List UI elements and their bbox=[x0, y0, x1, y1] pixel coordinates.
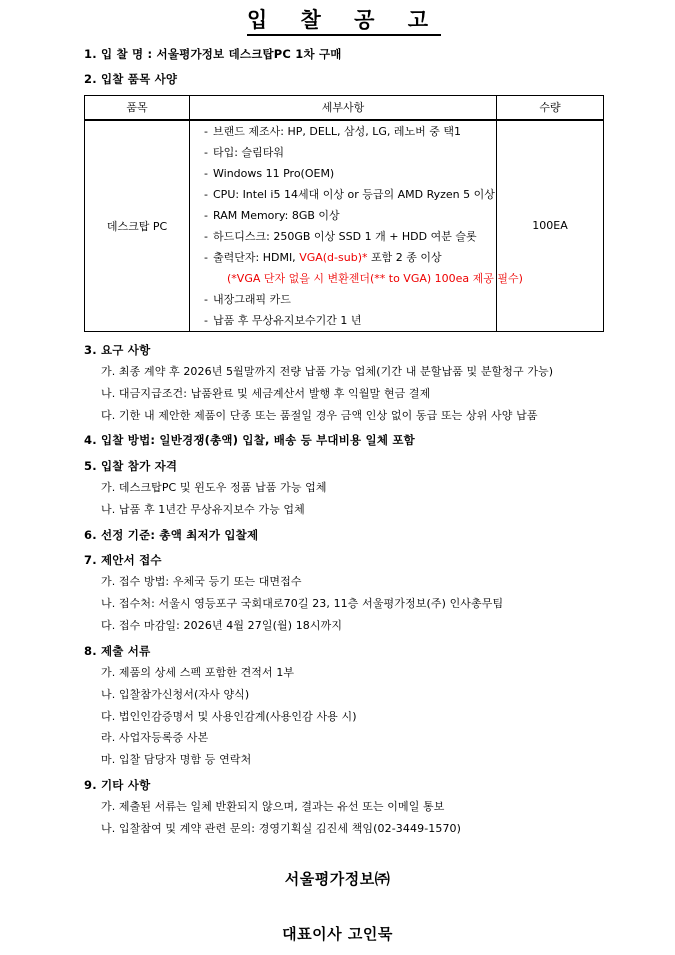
spec-table-body bbox=[85, 120, 604, 332]
spec-detail-text: RAM Memory: 8GB 이상 bbox=[213, 208, 340, 222]
spec-detail-item bbox=[204, 205, 496, 226]
spec-detail-item bbox=[204, 121, 496, 142]
section-8-item-1: 가. 제품의 상세 스펙 포함한 견적서 1부 bbox=[101, 666, 295, 679]
spec-table bbox=[84, 95, 604, 332]
bullet-dash-icon: - bbox=[204, 313, 208, 327]
company-name: 서울평가정보㈜ bbox=[284, 870, 391, 888]
section-5-heading: 5. 입찰 참가 자격 bbox=[84, 458, 178, 473]
spec-detail-text-after: 포함 2 종 이상 bbox=[367, 250, 442, 264]
page-title bbox=[0, 0, 675, 36]
cell-details bbox=[190, 120, 523, 332]
section-6-heading: 6. 선정 기준: 총액 최저가 입찰제 bbox=[84, 527, 259, 542]
document-body bbox=[0, 47, 675, 836]
bullet-dash-icon: - bbox=[204, 229, 208, 243]
spec-detail-text: (*VGA 단자 없을 시 변환젠더(** to VGA) 100ea 제공 필수) bbox=[227, 271, 523, 285]
spec-detail-text: 하드디스크: 250GB 이상 SSD 1 개 + HDD 여분 슬롯 bbox=[213, 229, 477, 243]
spec-detail-highlight: VGA(d-sub)* bbox=[299, 250, 368, 264]
section-5-item-1: 가. 데스크탑PC 및 윈도우 정품 납품 가능 업체 bbox=[101, 481, 327, 495]
spec-detail-item bbox=[204, 163, 496, 184]
spec-detail-item bbox=[204, 310, 496, 331]
table-row bbox=[85, 120, 604, 332]
bullet-dash-icon: - bbox=[204, 250, 208, 264]
section-8-heading: 8. 제출 서류 bbox=[84, 643, 151, 658]
section-7-item-3: 다. 접수 마감일: 2026년 4월 27일(월) 18시까지 bbox=[101, 618, 343, 632]
cell-quantity: 100EA bbox=[497, 120, 604, 332]
spec-detail-text: 타입: 슬림타워 bbox=[213, 145, 284, 159]
spec-detail-text: 내장그래픽 카드 bbox=[213, 292, 291, 306]
spec-detail-text: 출력단자: HDMI, bbox=[213, 250, 300, 264]
section-8-item-2: 나. 입찰참가신청서(자사 양식) bbox=[101, 687, 250, 701]
bullet-dash-icon: - bbox=[204, 124, 208, 138]
table-header-row bbox=[85, 95, 604, 120]
spec-detail-item bbox=[204, 247, 496, 268]
section-4-heading: 4. 입찰 방법: 일반경쟁(총액) 입찰, 배송 등 부대비용 일체 포함 bbox=[84, 433, 415, 448]
spec-detail-text: CPU: Intel i5 14세대 이상 or 등급의 AMD Ryzen 5 이상 bbox=[213, 187, 495, 201]
section-7-heading: 7. 제안서 접수 bbox=[84, 553, 162, 567]
section-2-heading: 2. 입찰 품목 사양 bbox=[84, 72, 178, 87]
section-9-item-1: 가. 제출된 서류는 일체 반환되지 않으며, 결과는 유선 또는 이메일 통보 bbox=[101, 800, 445, 814]
section-1-heading: 1. 입 찰 명 : 서울평가정보 데스크탑PC 1차 구매 bbox=[84, 47, 342, 61]
section-3-item-1: 가. 최종 계약 후 2026년 5월말까지 전량 납품 가능 업체(기간 내 분할납품 및 분할청구 가능) bbox=[101, 365, 554, 379]
spec-detail-item bbox=[204, 268, 523, 289]
spec-detail-item bbox=[204, 226, 496, 247]
column-header-item: 품목 bbox=[85, 95, 190, 120]
section-7-item-1: 가. 접수 방법: 우체국 등기 또는 대면접수 bbox=[101, 575, 302, 589]
column-header-quantity: 수량 bbox=[497, 95, 604, 120]
section-3-item-2: 나. 대금지급조건: 납품완료 및 세금계산서 발행 후 익월말 현금 결제 bbox=[101, 386, 431, 400]
spec-table-head bbox=[85, 95, 604, 120]
column-header-detail: 세부사항 bbox=[190, 95, 497, 120]
cell-item-name: 데스크탑 PC bbox=[85, 120, 190, 332]
spec-detail-text: 납품 후 무상유지보수기간 1 년 bbox=[213, 313, 362, 327]
spec-detail-item bbox=[204, 289, 496, 310]
section-8-item-3: 다. 법인인감증명서 및 사용인감계(사용인감 사용 시) bbox=[101, 709, 357, 723]
spec-detail-item bbox=[204, 184, 496, 205]
section-8-item-4: 라. 사업자등록증 사본 bbox=[101, 731, 209, 745]
bullet-dash-icon: - bbox=[204, 166, 208, 180]
bullet-dash-icon: - bbox=[204, 292, 208, 306]
section-9-item-2: 나. 입찰참여 및 계약 관련 문의: 경영기획실 김진세 책임(02-3449-1570) bbox=[101, 821, 462, 835]
section-7-item-2: 나. 접수처: 서울시 영등포구 국회대로70길 23, 11층 서울평가정보(주) 인사총무팀 bbox=[101, 597, 504, 611]
signature-block bbox=[0, 868, 675, 944]
section-3-heading: 3. 요구 사항 bbox=[84, 342, 151, 357]
spec-detail-text: Windows 11 Pro(OEM) bbox=[213, 166, 335, 180]
section-8-item-5: 마. 입찰 담당자 명함 등 연락처 bbox=[101, 753, 252, 766]
page-title-text: 입 찰 공 고 bbox=[247, 10, 441, 36]
spec-detail-text: 브랜드 제조사: HP, DELL, 삼성, LG, 레노버 중 택1 bbox=[213, 124, 462, 138]
section-5-item-2: 나. 납품 후 1년간 무상유지보수 가능 업체 bbox=[101, 502, 305, 516]
spec-detail-item bbox=[204, 142, 496, 163]
signature bbox=[0, 868, 675, 944]
bullet-dash-icon: - bbox=[204, 187, 208, 201]
spec-table-wrapper bbox=[84, 95, 661, 332]
spec-detail-list bbox=[190, 121, 523, 331]
ceo-name: 대표이사 고인묵 bbox=[282, 925, 393, 943]
bullet-dash-icon: - bbox=[204, 208, 208, 222]
section-3-item-3: 다. 기한 내 제안한 제품이 단종 또는 품절일 경우 금액 인상 없이 동급 또는 상위 사양 납품 bbox=[101, 408, 538, 422]
section-9-heading: 9. 기타 사항 bbox=[84, 777, 151, 792]
bullet-dash-icon: - bbox=[204, 145, 208, 159]
